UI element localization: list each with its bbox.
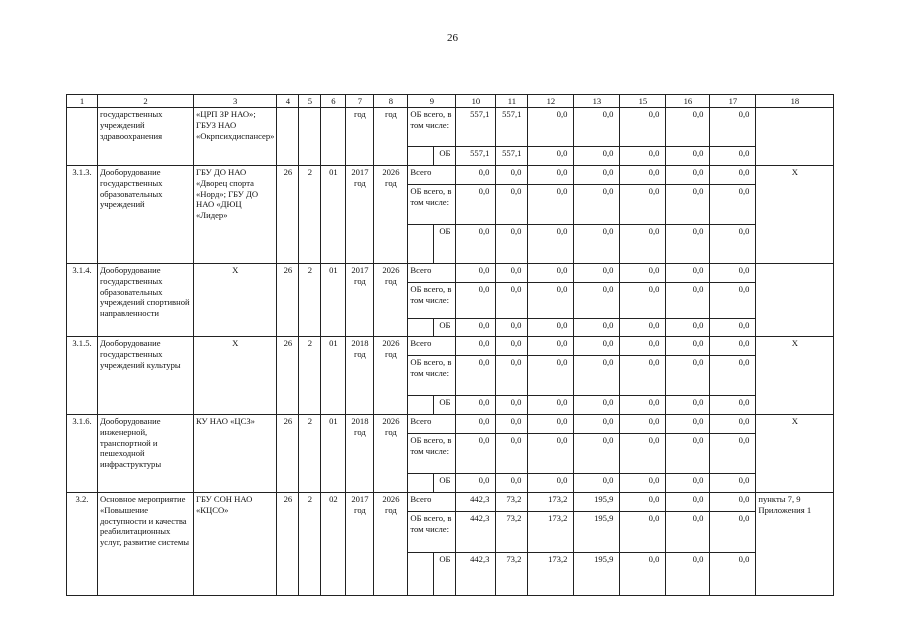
code-cell: 26: [277, 337, 299, 415]
value-cell: 0,0: [496, 434, 528, 474]
value-cell: 0,0: [620, 264, 666, 283]
value-cell: 0,0: [574, 225, 620, 264]
column-header: 12: [528, 95, 574, 108]
value-cell: 0,0: [666, 493, 710, 512]
measure-name: Основное мероприятие «Повышение доступности и качества реабилитационных услуг, развитие системы: [98, 493, 194, 596]
column-header: 6: [321, 95, 346, 108]
end-year: 2026 год: [374, 337, 408, 415]
value-cell: 0,0: [456, 356, 496, 396]
end-year: 2026 год: [374, 166, 408, 264]
value-cell: 557,1: [496, 108, 528, 147]
note-cell: [756, 108, 834, 166]
value-cell: 442,3: [456, 553, 496, 596]
executor: ГБУ ДО НАО «Дворец спорта «Норд»; ГБУ ДО НАО «ДЮЦ «Лидер»: [194, 166, 277, 264]
value-cell: 0,0: [620, 108, 666, 147]
row-number: 3.1.5.: [67, 337, 98, 415]
value-cell: 0,0: [528, 434, 574, 474]
code-cell: 01: [321, 337, 346, 415]
value-cell: 0,0: [528, 396, 574, 415]
value-cell: 0,0: [528, 264, 574, 283]
value-cell: 442,3: [456, 512, 496, 553]
column-header: 3: [194, 95, 277, 108]
funding-label: ОБ всего, в том числе:: [408, 185, 456, 225]
end-year: 2026 год: [374, 415, 408, 493]
value-cell: 0,0: [496, 283, 528, 319]
row-number: 3.1.3.: [67, 166, 98, 264]
measure-name: Дооборудование государственных образовательных учреждений: [98, 166, 194, 264]
measure-name: Дооборудование государственных учреждений культуры: [98, 337, 194, 415]
funding-label: ОБ: [434, 474, 456, 493]
end-year: год: [374, 108, 408, 166]
value-cell: 0,0: [574, 415, 620, 434]
executor: Х: [194, 337, 277, 415]
funding-label: ОБ: [434, 147, 456, 166]
code-cell: 2: [299, 337, 321, 415]
measure-name: государственных учреждений здравоохранения: [98, 108, 194, 166]
value-cell: 0,0: [574, 474, 620, 493]
note-cell: пункты 7, 9 Приложения 1: [756, 493, 834, 596]
funding-label: Всего: [408, 415, 456, 434]
value-cell: 173,2: [528, 553, 574, 596]
value-cell: 73,2: [496, 553, 528, 596]
value-cell: 0,0: [456, 474, 496, 493]
value-cell: 0,0: [666, 166, 710, 185]
funding-label: ОБ: [434, 319, 456, 337]
value-cell: 0,0: [620, 283, 666, 319]
value-cell: 0,0: [574, 337, 620, 356]
code-cell: 2: [299, 493, 321, 596]
table-row: [67, 337, 834, 356]
code-cell: 02: [321, 493, 346, 596]
funding-label: Всего: [408, 166, 456, 185]
value-cell: 0,0: [710, 434, 756, 474]
funding-label: ОБ всего, в том числе:: [408, 108, 456, 147]
column-header: 17: [710, 95, 756, 108]
start-year: 2017 год: [346, 166, 374, 264]
value-cell: 0,0: [528, 166, 574, 185]
row-number: 3.1.4.: [67, 264, 98, 337]
executor: «ЦРП ЗР НАО»; ГБУЗ НАО «Окрпсихдиспансер»: [194, 108, 277, 166]
value-cell: 0,0: [666, 147, 710, 166]
value-cell: 0,0: [666, 553, 710, 596]
value-cell: 0,0: [620, 474, 666, 493]
value-cell: 0,0: [496, 264, 528, 283]
value-cell: 0,0: [710, 415, 756, 434]
column-header: 8: [374, 95, 408, 108]
table-row: [67, 415, 834, 434]
value-cell: 0,0: [496, 356, 528, 396]
value-cell: 557,1: [456, 108, 496, 147]
value-cell: 0,0: [666, 415, 710, 434]
code-cell: 2: [299, 264, 321, 337]
value-cell: 0,0: [620, 493, 666, 512]
value-cell: 0,0: [620, 512, 666, 553]
value-cell: 0,0: [496, 319, 528, 337]
table-row: [67, 166, 834, 185]
column-header: 7: [346, 95, 374, 108]
blank-cell: [408, 225, 434, 264]
code-cell: 26: [277, 264, 299, 337]
column-header: 15: [620, 95, 666, 108]
start-year: год: [346, 108, 374, 166]
value-cell: 557,1: [456, 147, 496, 166]
value-cell: 0,0: [620, 396, 666, 415]
value-cell: 0,0: [574, 264, 620, 283]
code-cell: 2: [299, 415, 321, 493]
header-row: [67, 95, 834, 108]
value-cell: 0,0: [528, 108, 574, 147]
value-cell: 0,0: [456, 337, 496, 356]
funding-label: ОБ всего, в том числе:: [408, 356, 456, 396]
table-cell: [321, 108, 346, 166]
value-cell: 0,0: [496, 474, 528, 493]
value-cell: 0,0: [666, 434, 710, 474]
value-cell: 0,0: [666, 512, 710, 553]
row-number-cell: [67, 108, 98, 166]
funding-label: ОБ всего, в том числе:: [408, 283, 456, 319]
executor: ГБУ СОН НАО «КЦСО»: [194, 493, 277, 596]
value-cell: 0,0: [666, 356, 710, 396]
table-row: [67, 108, 834, 147]
column-header: 9: [408, 95, 456, 108]
note-cell: Х: [756, 337, 834, 415]
column-header: 1: [67, 95, 98, 108]
value-cell: 0,0: [666, 474, 710, 493]
value-cell: 0,0: [574, 185, 620, 225]
row-number: 3.2.: [67, 493, 98, 596]
value-cell: 0,0: [496, 225, 528, 264]
blank-cell: [408, 396, 434, 415]
value-cell: 0,0: [496, 337, 528, 356]
code-cell: 01: [321, 166, 346, 264]
column-header: 11: [496, 95, 528, 108]
table-cell: [299, 108, 321, 166]
value-cell: 0,0: [620, 337, 666, 356]
value-cell: 0,0: [528, 474, 574, 493]
blank-cell: [408, 474, 434, 493]
column-header: 13: [574, 95, 620, 108]
value-cell: 0,0: [620, 185, 666, 225]
note-cell: [756, 264, 834, 337]
value-cell: 0,0: [666, 185, 710, 225]
value-cell: 0,0: [666, 319, 710, 337]
end-year: 2026 год: [374, 493, 408, 596]
table-row: [67, 493, 834, 512]
value-cell: 0,0: [710, 108, 756, 147]
value-cell: 0,0: [574, 166, 620, 185]
start-year: 2018 год: [346, 337, 374, 415]
measure-name: Дооборудование государственных образовательных учреждений спортивной направленности: [98, 264, 194, 337]
value-cell: 0,0: [456, 434, 496, 474]
value-cell: 0,0: [710, 225, 756, 264]
value-cell: 0,0: [574, 396, 620, 415]
value-cell: 557,1: [496, 147, 528, 166]
column-header: 5: [299, 95, 321, 108]
code-cell: 01: [321, 415, 346, 493]
value-cell: 0,0: [666, 225, 710, 264]
value-cell: 0,0: [710, 283, 756, 319]
value-cell: 0,0: [710, 147, 756, 166]
funding-label: ОБ: [434, 396, 456, 415]
value-cell: 0,0: [528, 415, 574, 434]
value-cell: 0,0: [528, 356, 574, 396]
value-cell: 0,0: [574, 283, 620, 319]
measure-name: Дооборудование инженерной, транспортной и пешеходной инфраструктуры: [98, 415, 194, 493]
column-header: 4: [277, 95, 299, 108]
value-cell: 0,0: [496, 415, 528, 434]
value-cell: 0,0: [528, 283, 574, 319]
value-cell: 195,9: [574, 553, 620, 596]
blank-cell: [408, 319, 434, 337]
value-cell: 173,2: [528, 493, 574, 512]
value-cell: 0,0: [620, 553, 666, 596]
column-header: 18: [756, 95, 834, 108]
table-row: [67, 264, 834, 283]
column-header: 16: [666, 95, 710, 108]
note-cell: Х: [756, 166, 834, 264]
value-cell: 0,0: [528, 147, 574, 166]
funding-label: Всего: [408, 337, 456, 356]
value-cell: 0,0: [456, 166, 496, 185]
funding-label: ОБ: [434, 553, 456, 596]
value-cell: 0,0: [574, 319, 620, 337]
value-cell: 73,2: [496, 493, 528, 512]
end-year: 2026 год: [374, 264, 408, 337]
code-cell: 01: [321, 264, 346, 337]
value-cell: 0,0: [710, 185, 756, 225]
blank-cell: [408, 553, 434, 596]
value-cell: 0,0: [456, 225, 496, 264]
value-cell: 0,0: [620, 434, 666, 474]
value-cell: 73,2: [496, 512, 528, 553]
value-cell: 0,0: [574, 147, 620, 166]
value-cell: 0,0: [574, 108, 620, 147]
value-cell: 0,0: [620, 356, 666, 396]
value-cell: 0,0: [456, 415, 496, 434]
value-cell: 195,9: [574, 512, 620, 553]
funding-label: ОБ всего, в том числе:: [408, 512, 456, 553]
value-cell: 0,0: [710, 337, 756, 356]
value-cell: 0,0: [456, 319, 496, 337]
funding-label: Всего: [408, 264, 456, 283]
value-cell: 0,0: [620, 225, 666, 264]
value-cell: 0,0: [456, 396, 496, 415]
value-cell: 0,0: [496, 166, 528, 185]
table-cell: [277, 108, 299, 166]
value-cell: 0,0: [528, 319, 574, 337]
value-cell: 0,0: [666, 396, 710, 415]
value-cell: 0,0: [496, 396, 528, 415]
value-cell: 173,2: [528, 512, 574, 553]
funding-label: ОБ: [434, 225, 456, 264]
value-cell: 0,0: [528, 185, 574, 225]
code-cell: 2: [299, 166, 321, 264]
value-cell: 0,0: [710, 474, 756, 493]
value-cell: 0,0: [496, 185, 528, 225]
value-cell: 0,0: [710, 319, 756, 337]
value-cell: 0,0: [666, 283, 710, 319]
value-cell: 0,0: [620, 166, 666, 185]
value-cell: 0,0: [666, 108, 710, 147]
program-table: [66, 94, 834, 596]
value-cell: 442,3: [456, 493, 496, 512]
funding-label: ОБ всего, в том числе:: [408, 434, 456, 474]
value-cell: 0,0: [456, 283, 496, 319]
value-cell: 0,0: [710, 396, 756, 415]
code-cell: 26: [277, 493, 299, 596]
code-cell: 26: [277, 415, 299, 493]
value-cell: 195,9: [574, 493, 620, 512]
value-cell: 0,0: [710, 356, 756, 396]
value-cell: 0,0: [456, 185, 496, 225]
value-cell: 0,0: [710, 512, 756, 553]
start-year: 2017 год: [346, 264, 374, 337]
start-year: 2017 год: [346, 493, 374, 596]
value-cell: 0,0: [528, 225, 574, 264]
executor: Х: [194, 264, 277, 337]
value-cell: 0,0: [456, 264, 496, 283]
value-cell: 0,0: [620, 319, 666, 337]
value-cell: 0,0: [574, 434, 620, 474]
blank-cell: [408, 147, 434, 166]
value-cell: 0,0: [528, 337, 574, 356]
code-cell: 26: [277, 166, 299, 264]
value-cell: 0,0: [620, 147, 666, 166]
value-cell: 0,0: [666, 264, 710, 283]
value-cell: 0,0: [710, 166, 756, 185]
executor: КУ НАО «ЦСЗ»: [194, 415, 277, 493]
value-cell: 0,0: [666, 337, 710, 356]
start-year: 2018 год: [346, 415, 374, 493]
value-cell: 0,0: [710, 493, 756, 512]
value-cell: 0,0: [620, 415, 666, 434]
column-header: 10: [456, 95, 496, 108]
row-number: 3.1.6.: [67, 415, 98, 493]
value-cell: 0,0: [574, 356, 620, 396]
column-header: 2: [98, 95, 194, 108]
page-number: 26: [447, 32, 458, 44]
funding-label: Всего: [408, 493, 456, 512]
note-cell: Х: [756, 415, 834, 493]
value-cell: 0,0: [710, 553, 756, 596]
value-cell: 0,0: [710, 264, 756, 283]
